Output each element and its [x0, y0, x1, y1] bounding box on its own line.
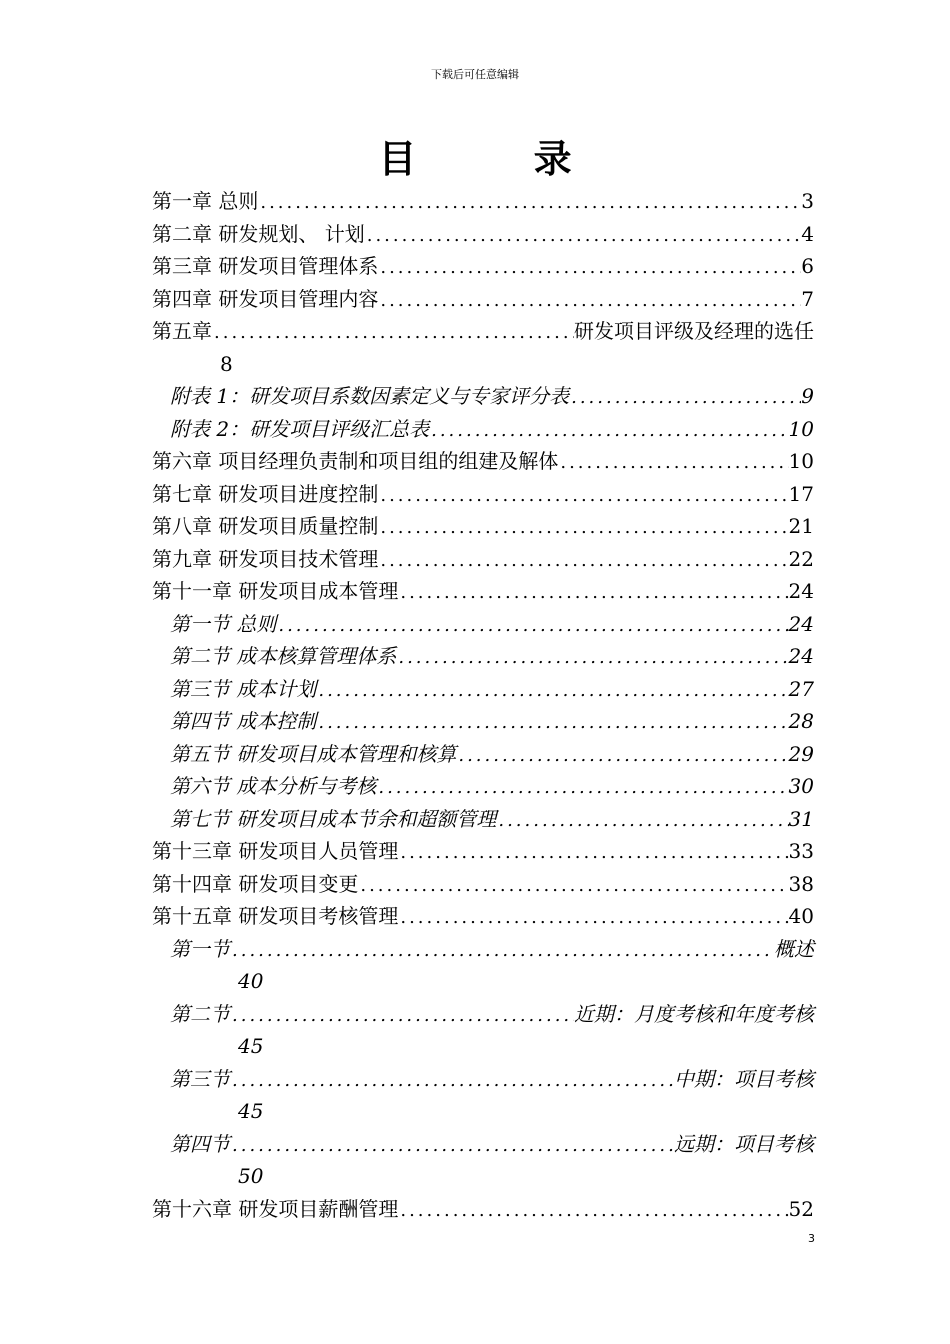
- toc-leader-dots: [396, 642, 788, 675]
- toc-entry-label: 第二章 研发规划、 计划: [152, 221, 365, 246]
- toc-entry-page: 45: [238, 1034, 264, 1058]
- toc-entry-page: 7: [801, 286, 814, 311]
- toc-entry[interactable]: [152, 250, 814, 283]
- toc-leader-dots: [398, 902, 788, 935]
- toc-entry-page: 17: [788, 481, 814, 506]
- toc-entry-label: 第九章 研发项目技术管理: [152, 546, 379, 571]
- toc-entry[interactable]: [152, 543, 814, 576]
- toc-entry-page: 38: [788, 871, 814, 896]
- toc-entry[interactable]: [152, 185, 814, 218]
- toc-entry-label: 第六节 成本分析与考核: [170, 774, 377, 798]
- toc-entry[interactable]: [152, 770, 814, 803]
- toc-entry-page: 6: [801, 254, 814, 278]
- toc-leader-dots: [358, 870, 788, 903]
- page-title: 目 录: [378, 137, 624, 181]
- toc-entry-page: 24: [788, 644, 814, 668]
- toc-entry-label: 第三章 研发项目管理体系: [152, 254, 379, 278]
- toc-entry[interactable]: [152, 315, 814, 380]
- toc-entry[interactable]: [152, 1193, 814, 1226]
- toc-entry[interactable]: [152, 868, 814, 901]
- toc-entry-label: 第二节: [170, 1001, 230, 1026]
- toc-entry-label: 第四章 研发项目管理内容: [152, 286, 379, 311]
- toc-entry-page: 3: [801, 189, 814, 213]
- toc-entry-label: 第四节: [170, 1131, 230, 1156]
- toc-entry-label: 第十六章 研发项目薪酬管理: [152, 1196, 399, 1221]
- toc-leader-dots: [496, 805, 788, 838]
- toc-entry-label: 第一节: [170, 936, 230, 961]
- toc-entry[interactable]: [152, 835, 814, 868]
- toc-entry-label: 附表 2：研发项目评级汇总表: [170, 416, 430, 441]
- toc-entry-label: 第四节 成本控制: [170, 709, 317, 733]
- footer-page-number: 3: [808, 1232, 815, 1245]
- toc-entry-page: 10: [788, 416, 814, 441]
- toc-entry-page: 31: [788, 806, 814, 831]
- toc-entry-page: 9: [801, 384, 814, 408]
- toc-leader-dots: [429, 415, 788, 448]
- toc-leader-dots: [378, 480, 788, 513]
- toc-entry-page: 30: [788, 774, 814, 798]
- toc-entry[interactable]: [152, 283, 814, 316]
- toc-entry[interactable]: [152, 998, 814, 1063]
- toc-entry[interactable]: [152, 575, 814, 608]
- toc-entry-page: 29: [788, 741, 814, 766]
- toc-entry-label: 附表 1：研发项目系数因素定义与专家评分表: [170, 384, 570, 408]
- toc-entry[interactable]: [152, 510, 814, 543]
- toc-entry-label: 第二节 成本核算管理体系: [170, 644, 397, 668]
- toc-entry-label: 第十一章 研发项目成本管理: [152, 579, 399, 603]
- toc-leader-dots: [558, 447, 788, 480]
- toc-entry-label: 第三节 成本计划: [170, 676, 317, 701]
- toc-entry-page: 40: [788, 904, 814, 928]
- toc-entry-label: 第五章: [152, 319, 212, 343]
- toc-entry-label: 第十五章 研发项目考核管理: [152, 904, 399, 928]
- toc-entry-label: 第一章 总则: [152, 189, 259, 213]
- toc-entry-label: 第一节 总则: [170, 611, 277, 636]
- toc-entry-page: 10: [788, 449, 814, 473]
- toc-leader-dots: [258, 187, 801, 220]
- toc-entry[interactable]: [152, 413, 814, 446]
- toc-leader-dots: [212, 317, 574, 350]
- toc-leader-dots: [230, 1000, 574, 1033]
- toc-leader-dots: [569, 382, 801, 415]
- toc-leader-dots: [456, 740, 788, 773]
- toc-entry-page: 52: [788, 1196, 814, 1221]
- toc-leader-dots: [398, 577, 788, 610]
- toc-entry-page: 33: [788, 839, 814, 863]
- toc-leader-dots: [398, 837, 788, 870]
- toc-entry[interactable]: [152, 705, 814, 738]
- toc-leader-dots: [378, 285, 801, 318]
- toc-entry-label: 第十四章 研发项目变更: [152, 871, 359, 896]
- toc-entry-page: 8: [220, 351, 233, 376]
- toc-entry[interactable]: [152, 1063, 814, 1128]
- toc-leader-dots: [230, 935, 774, 968]
- toc-entry-label: 第八章 研发项目质量控制: [152, 514, 379, 538]
- toc-entry-label-continued: 中期：项目考核: [674, 1066, 814, 1091]
- toc-entry[interactable]: [152, 803, 814, 836]
- toc-leader-dots: [316, 675, 788, 708]
- toc-entry[interactable]: [152, 933, 814, 998]
- toc-entry[interactable]: [152, 900, 814, 933]
- toc-leader-dots: [378, 512, 788, 545]
- toc-entry[interactable]: [152, 640, 814, 673]
- toc-entry-page: 21: [788, 514, 814, 538]
- toc-leader-dots: [378, 252, 801, 285]
- header-note: 下载后可任意编辑: [431, 68, 519, 81]
- toc-entry-label: 第三节: [170, 1066, 230, 1091]
- toc-entry[interactable]: [152, 445, 814, 478]
- toc-entry-label: 第七节 研发项目成本节余和超额管理: [170, 806, 497, 831]
- toc-entry-page: 24: [788, 611, 814, 636]
- toc-entry[interactable]: [152, 478, 814, 511]
- toc-leader-dots: [398, 1195, 788, 1228]
- toc-entry-page: 50: [238, 1164, 264, 1188]
- toc-entry-label: 第七章 研发项目进度控制: [152, 481, 379, 506]
- toc-entry[interactable]: [152, 1128, 814, 1193]
- toc-entry[interactable]: [152, 608, 814, 641]
- toc-entry-label: 第十三章 研发项目人员管理: [152, 839, 399, 863]
- toc-entry-label-continued: 远期：项目考核: [674, 1131, 814, 1156]
- toc-entry-label-continued: 近期：月度考核和年度考核: [574, 1001, 814, 1026]
- toc-entry-page: 45: [238, 1099, 264, 1123]
- toc-entry-page: 4: [801, 221, 814, 246]
- toc-entry-label-continued: 概述: [774, 936, 814, 961]
- toc-entry-page: 40: [238, 969, 264, 993]
- toc-entry[interactable]: [152, 673, 814, 706]
- toc-entry[interactable]: [152, 738, 814, 771]
- table-of-contents: [152, 185, 814, 1225]
- toc-leader-dots: [365, 220, 802, 253]
- toc-entry-label: 第五节 研发项目成本管理和核算: [170, 741, 457, 766]
- toc-leader-dots: [230, 1130, 674, 1163]
- toc-entry-page: 28: [788, 709, 814, 733]
- toc-leader-dots: [376, 772, 788, 805]
- toc-entry[interactable]: [152, 218, 814, 251]
- toc-entry[interactable]: [152, 380, 814, 413]
- toc-leader-dots: [276, 610, 788, 643]
- toc-entry-page: 24: [788, 579, 814, 603]
- toc-entry-page: 22: [788, 546, 814, 571]
- toc-entry-page: 27: [788, 676, 814, 701]
- toc-leader-dots: [230, 1065, 674, 1098]
- toc-leader-dots: [378, 545, 788, 578]
- toc-entry-label-continued: 研发项目评级及经理的选任: [574, 319, 814, 343]
- toc-leader-dots: [316, 707, 788, 740]
- toc-entry-label: 第六章 项目经理负责制和项目组的组建及解体: [152, 449, 559, 473]
